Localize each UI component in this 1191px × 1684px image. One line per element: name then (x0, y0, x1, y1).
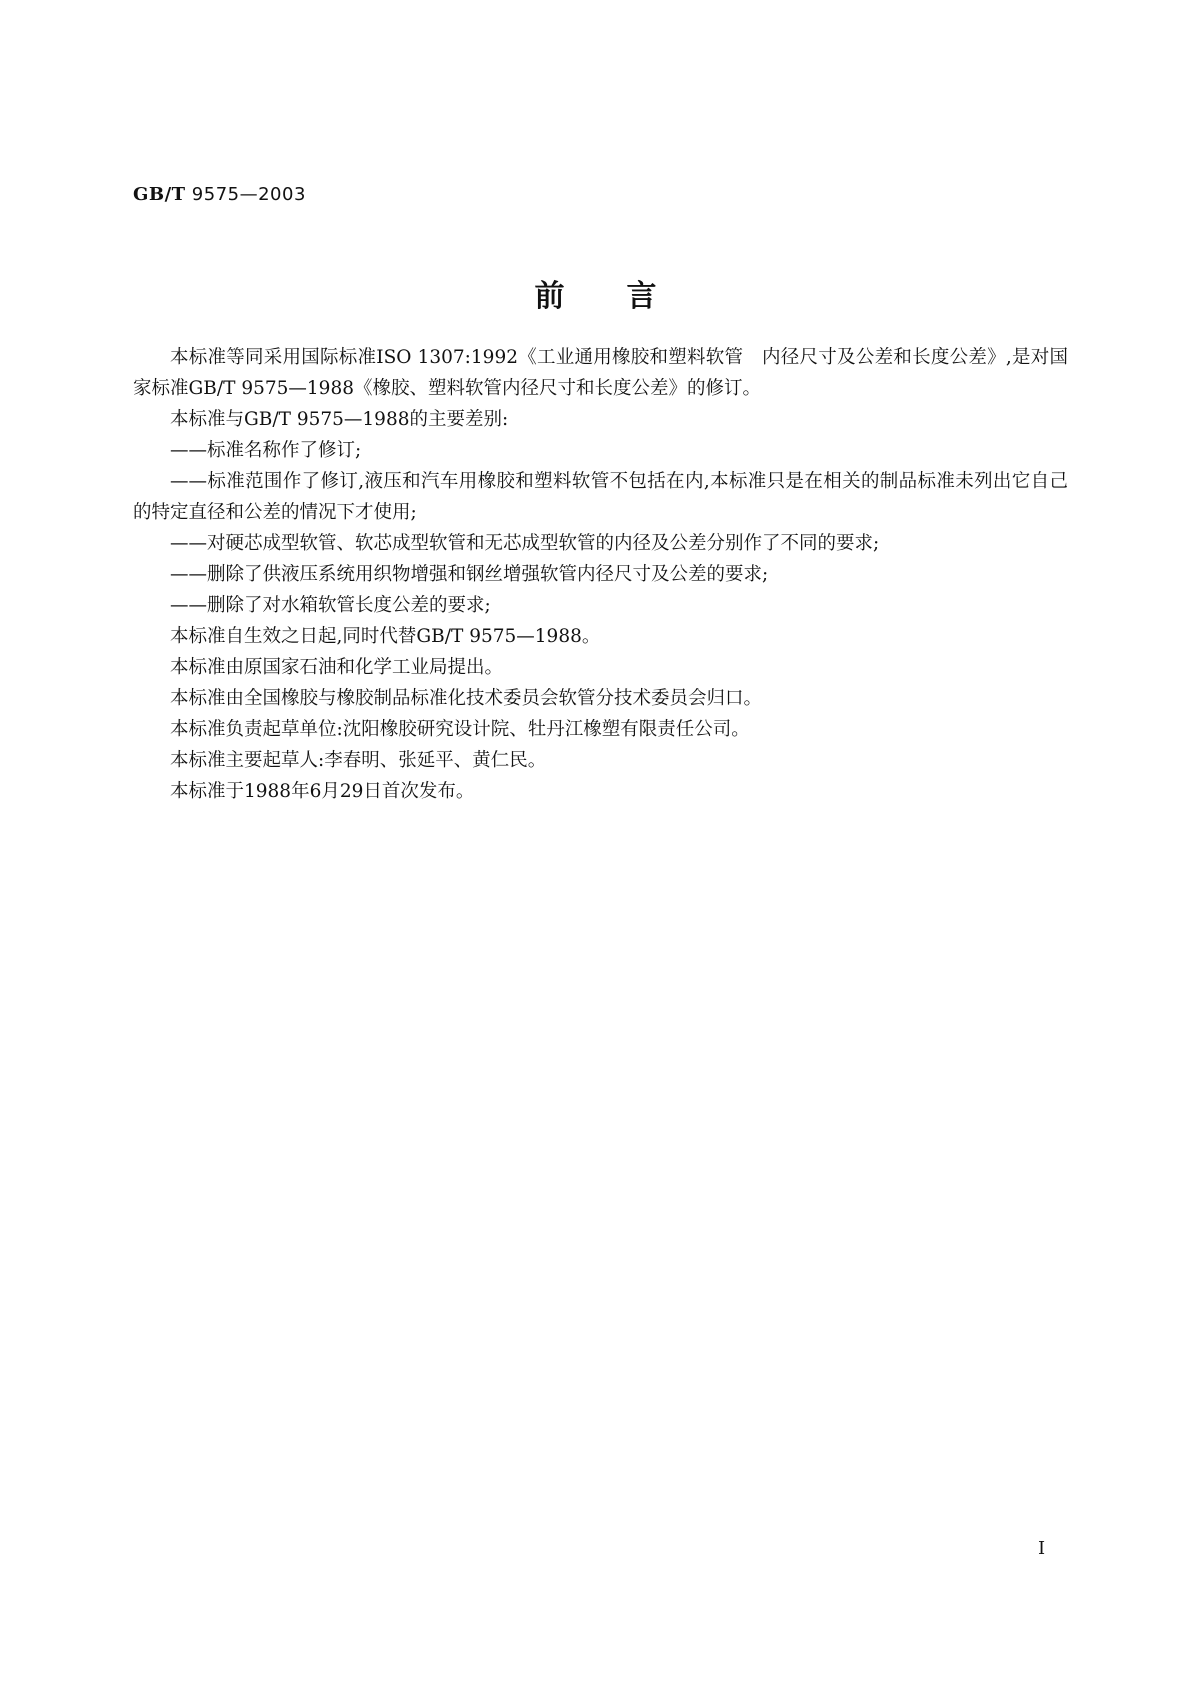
paragraph: 本标准负责起草单位:沈阳橡胶研究设计院、牡丹江橡塑有限责任公司。 (170, 719, 750, 740)
page-number: I (1038, 1538, 1046, 1559)
paragraph: 本标准于1988年6月29日首次发布。 (170, 781, 475, 802)
list-item: ——删除了供液压系统用织物增强和钢丝增强软管内径尺寸及公差的要求; (170, 564, 769, 585)
paragraph: 本标准与GB/T 9575—1988的主要差别: (170, 409, 509, 430)
paragraph: 本标准自生效之日起,同时代替GB/T 9575—1988。 (170, 626, 601, 647)
standard-number: 9575—2003 (191, 184, 306, 205)
page-title: 前言 (534, 279, 719, 314)
paragraph: 本标准主要起草人:李春明、张延平、黄仁民。 (170, 750, 547, 771)
foreword-body (133, 342, 1068, 807)
paragraph: 本标准由全国橡胶与橡胶制品标准化技术委员会软管分技术委员会归口。 (170, 688, 763, 709)
list-item: ——删除了对水箱软管长度公差的要求; (170, 595, 491, 616)
list-item: ——标准名称作了修订; (170, 440, 362, 461)
paragraph: 本标准等同采用国际标准ISO 1307:1992《工业通用橡胶和塑料软管 内径尺寸及公差和长度公差》,是对国家标准GB/T 9575—1988《橡胶、塑料软管内径尺寸和长度公差》的修订。 (133, 347, 1068, 399)
list-item: ——对硬芯成型软管、软芯成型软管和无芯成型软管的内径及公差分别作了不同的要求; (170, 533, 880, 554)
standard-code (133, 184, 306, 205)
list-item: ——标准范围作了修订,液压和汽车用橡胶和塑料软管不包括在内,本标准只是在相关的制品标准未列出它自己的特定直径和公差的情况下才使用; (133, 471, 1068, 523)
standard-prefix: GB/T (133, 184, 186, 205)
paragraph: 本标准由原国家石油和化学工业局提出。 (170, 657, 504, 678)
